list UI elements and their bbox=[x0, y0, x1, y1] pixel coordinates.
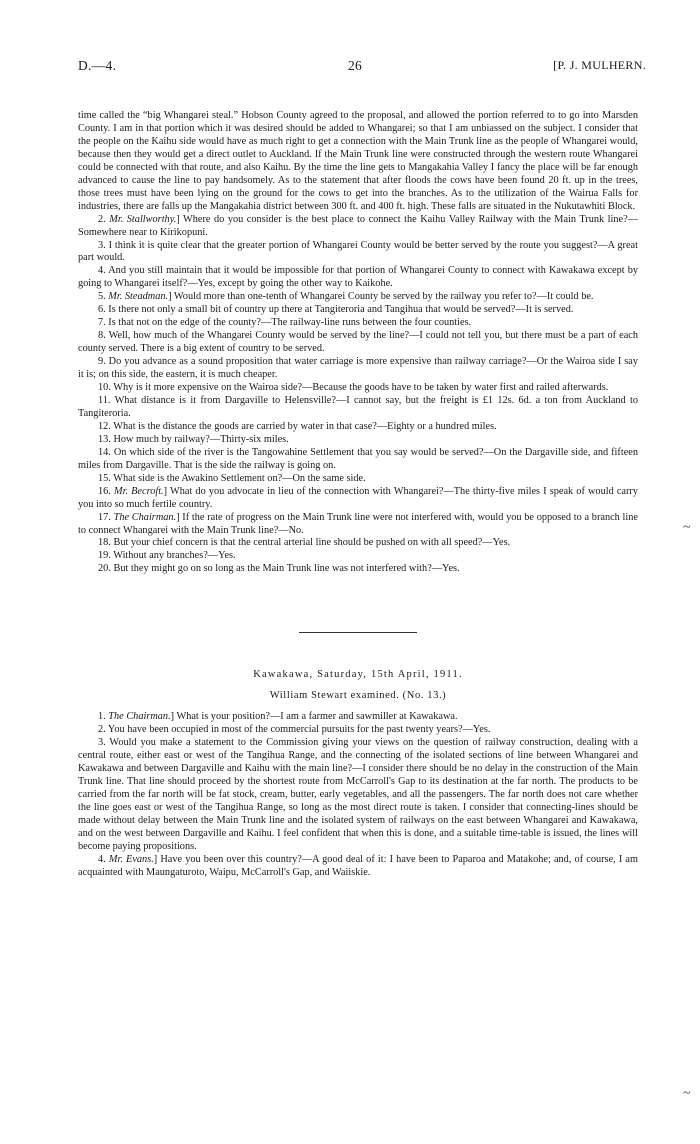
question-text: 9. Do you advance as a sound proposition that water carriage is more expensive than railway carriage?—Or the Wairoa side I say it is; on this side, the eastern, it is much cheaper. bbox=[78, 356, 638, 381]
question-text: 12. What is the distance the goods are carried by water in that case?—Eighty or a hundred miles. bbox=[98, 420, 497, 432]
document-body bbox=[78, 110, 638, 880]
question-answer bbox=[78, 304, 638, 317]
question-text: 19. Without any branches?—Yes. bbox=[98, 550, 236, 562]
question-text: ] Where do you consider is the best place to connect the Kaihu Valley Railway with the Main Trunk line?—Somewhere near to Kirikopuni. bbox=[78, 213, 638, 238]
witness-name-header: [P. J. MULHERN. bbox=[553, 58, 646, 72]
question-answer bbox=[78, 512, 638, 538]
question-answer bbox=[78, 447, 638, 473]
question-text: 14. On which side of the river is the Tangowahine Settlement that you say would be served?—On the Dargaville side, and fifteen miles from Dargaville. That is the side the railway is going on. bbox=[78, 446, 638, 471]
question-text: 10. Why is it more expensive on the Wairoa side?—Because the goods have to be taken by water first and railed afterwards. bbox=[98, 382, 609, 394]
speaker-name: Mr. Stallworthy. bbox=[109, 213, 177, 225]
question-answer bbox=[78, 214, 638, 240]
speaker-name: Mr. Steadman. bbox=[108, 291, 169, 303]
question-answer bbox=[78, 854, 638, 880]
document-page bbox=[78, 58, 646, 880]
question-text: 2. You have been occupied in most of the commercial pursuits for the past twenty years?—Yes. bbox=[98, 724, 491, 736]
question-answer bbox=[78, 550, 638, 563]
question-text: 13. How much by railway?—Thirty-six miles. bbox=[98, 433, 289, 445]
page-number: 26 bbox=[348, 58, 363, 73]
question-answer bbox=[78, 473, 638, 486]
question-number: 1. bbox=[98, 711, 109, 723]
questions-section-2 bbox=[78, 711, 638, 879]
question-text: 4. And you still maintain that it would be impossible for that portion of Whangarei County to connect with Kawakawa except by going to Whangarei itself?—Yes, except by going the other way to Kaikohe. bbox=[78, 265, 638, 290]
question-answer bbox=[78, 711, 638, 724]
witness-heading: William Stewart examined. (No. 13.) bbox=[269, 690, 447, 702]
question-answer bbox=[78, 265, 638, 291]
question-text: 3. Would you make a statement to the Commission giving your views on the question of railway construction, dealing with a central route, either east or west of the Tangihua Range, and the connecting of the isolated sections of line between Whangarei and Kawakawa and between Dargaville and Kaihu with the main line?—I consider there should be no delay in the construction of the Main Trunk line. That line should proceed by the shortest route from McCarroll's Gap to its destination at the far north. The products to be carried from the far north will be fat stock, cream, butter, early vegetables, and all the passengers. The far north does not care whether the line goes east or west of the Tangihua Range, so long as the most direct route is taken. I consider that connecting-lines should be made without delay between the Main Trunk line and the isolated system of railways on the east between Whangarei and Kawakawa, and on the west between Dargaville and Kaihu. I feel confident that when this is done, and a suitable time-table is issued, the lines will become paying propositions. bbox=[78, 737, 638, 852]
speaker-name: Mr. Becroft. bbox=[114, 485, 164, 497]
page-header bbox=[78, 58, 646, 80]
question-text: ] Would more than one-tenth of Whangarei County be served by the railway you refer to?—It could be. bbox=[168, 291, 594, 303]
question-number: 5. bbox=[98, 291, 109, 303]
question-answer bbox=[78, 240, 638, 266]
question-number: 4. bbox=[98, 853, 109, 865]
question-answer bbox=[78, 395, 638, 421]
margin-mark: ~ bbox=[683, 1086, 691, 1101]
question-text: 20. But they might go on so long as the Main Trunk line was not interfered with?—Yes. bbox=[98, 563, 460, 575]
question-answer bbox=[78, 330, 638, 356]
question-text: ] What do you advocate in lieu of the connection with Whangarei?—The thirty-five miles I speak of would carry you into so much fertile country. bbox=[78, 485, 638, 510]
question-answer bbox=[78, 537, 638, 550]
question-text: 3. I think it is quite clear that the greater portion of Whangarei County would be better served by the route you suggest?—A great part would. bbox=[78, 239, 638, 264]
question-text: ] Have you been over this country?—A good deal of it: I have been to Paparoa and Matakohe; and, of course, I am acquainted with Maungaturoto, Waipu, McCarroll's Gap, and Waiiskie. bbox=[78, 853, 638, 878]
question-answer bbox=[78, 356, 638, 382]
questions-section-1 bbox=[78, 214, 638, 577]
speaker-name: The Chairman. bbox=[113, 511, 177, 523]
question-answer bbox=[78, 737, 638, 854]
question-text: ] What is your position?—I am a farmer and sawmiller at Kawakawa. bbox=[170, 711, 458, 723]
question-number: 2. bbox=[98, 213, 110, 225]
question-answer bbox=[78, 382, 638, 395]
question-text: 18. But your chief concern is that the central arterial line should be pushed on with all speed?—Yes. bbox=[98, 537, 511, 549]
question-answer bbox=[78, 421, 638, 434]
speaker-name: The Chairman. bbox=[108, 711, 171, 723]
margin-mark: ~ bbox=[683, 520, 691, 535]
document-reference: D.—4. bbox=[78, 58, 117, 73]
question-answer bbox=[78, 486, 638, 512]
question-answer bbox=[78, 291, 638, 304]
question-text: 15. What side is the Awakino Settlement on?—On the same side. bbox=[98, 472, 366, 484]
question-text: 11. What distance is it from Dargaville to Helensville?—I cannot say, but the freight is £1 12s. 6d. a ton from Auckland to Tangiteroria. bbox=[78, 394, 638, 419]
question-answer bbox=[78, 563, 638, 576]
continued-paragraph: time called the “big Whangarei steal.” Hobson County agreed to the proposal, and allowed the portion referred to to go into Marsden County. I am in that portion which it was desired should be added to Whangarei; so that I am unbiassed on the subject. I consider that the people on the Kaihu side would have as much right to get a connection with the Main Trunk line as the people of Whangarei would, because then they would get a direct outlet to Auckland. If the Main Trunk line were constructed through the western route Whangarei could be connected with that route, and also Kaihu. By the time the line gets to Mangakahia Valley I fancy the place will be far enough advanced to cause the line to pay handsomely. As to the statement that after floods the cows have been found 20 ft. up in the trees, those trees must have been lying on the ground for the cows to get into the branches. As to the utilization of the Wairua Falls for industries, there are falls up the Mangakahia district between 300 ft. and 400 ft. high. These falls are situated in the Nukutawhiti Block. bbox=[78, 110, 638, 212]
speaker-name: Mr. Evans. bbox=[108, 853, 154, 865]
question-answer bbox=[78, 724, 638, 737]
section-divider bbox=[299, 632, 417, 633]
question-text: 8. Well, how much of the Whangarei County would be served by the line?—I could not tell you, but there must be a part of each county served. There is a big extent of country to be served. bbox=[78, 330, 638, 355]
question-text: ] If the rate of progress on the Main Trunk line were not interfered with, would you be opposed to a branch line to connect Whangarei with the Main Trunk line?—No. bbox=[78, 511, 638, 536]
question-answer bbox=[78, 317, 638, 330]
question-number: 16. bbox=[98, 485, 114, 497]
question-number: 17. bbox=[98, 511, 114, 523]
session-dateline: Kawakawa, Saturday, 15th April, 1911. bbox=[253, 669, 463, 681]
question-answer bbox=[78, 434, 638, 447]
question-text: 6. Is there not only a small bit of country up there at Tangiteroria and Tangihua that would be served?—It is served. bbox=[98, 304, 574, 316]
question-text: 7. Is that not on the edge of the county?—The railway-line runs between the four counties. bbox=[98, 317, 472, 329]
